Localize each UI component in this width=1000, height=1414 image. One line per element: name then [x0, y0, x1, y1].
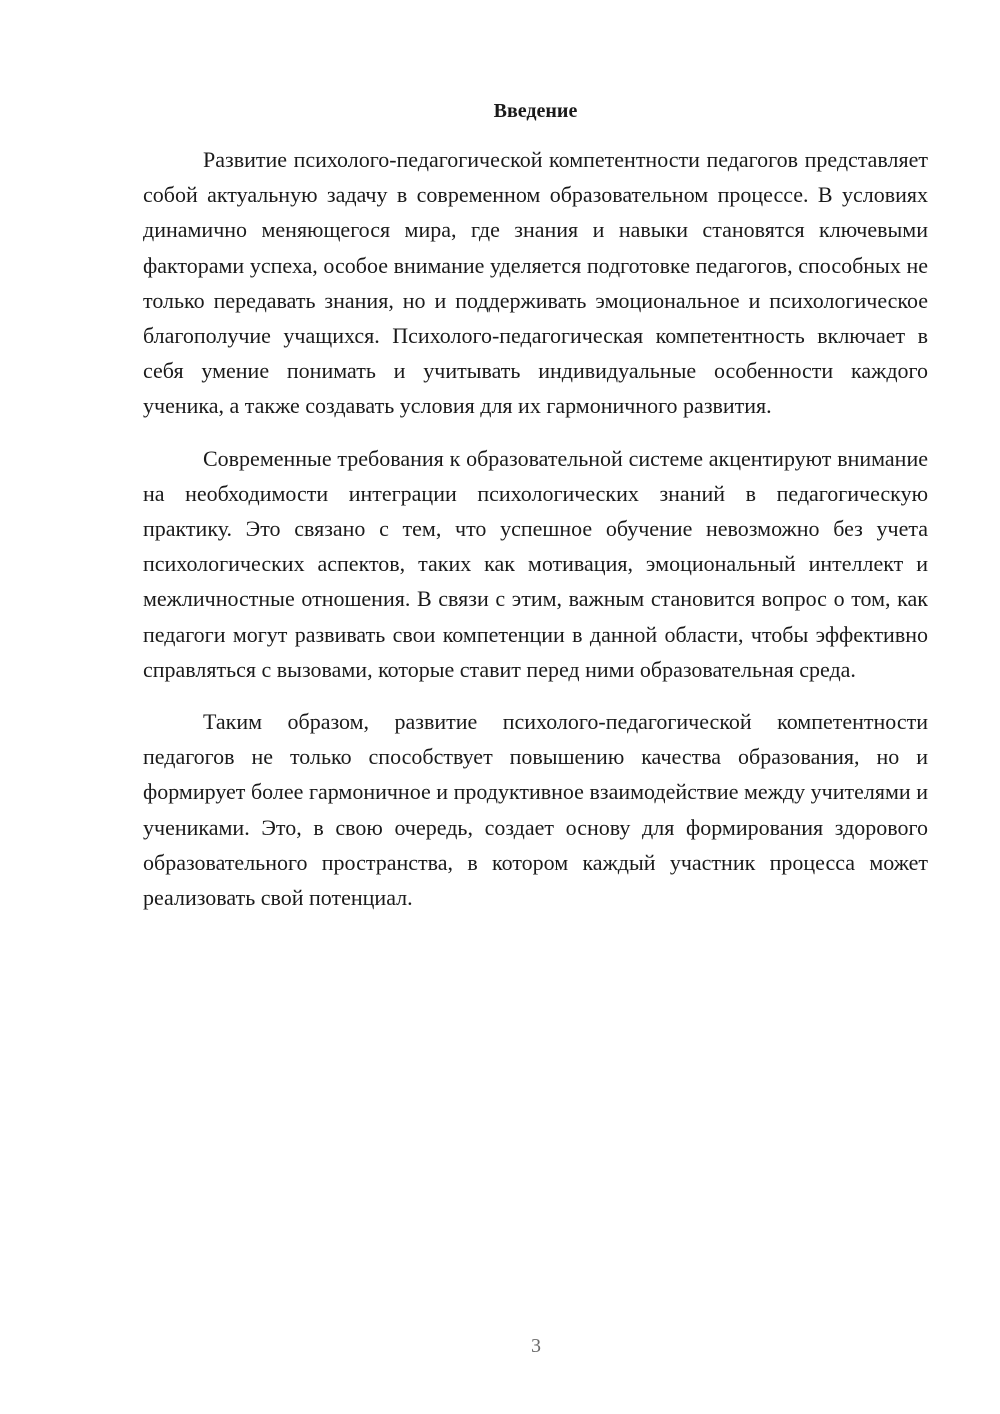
paragraph-2: Современные требования к образовательной системе акцентируют внимание на необходимости интеграции психологических знаний в педагогическую практику. Это связано с тем, что успешное обучение невозможно без учета психологических аспектов, таких как мотивация, эмоциональный интеллект и межличностные отношения. В связи с этим, важным становится вопрос о том, как педагоги могут развивать свои компетенции в данной области, чтобы эффективно справляться с вызовами, которые ставит перед ними образовательная среда. — [143, 445, 928, 682]
paragraph-1: Развитие психолого-педагогической компетентности педагогов представляет собой актуальную задачу в современном образовательном процессе. В условиях динамично меняющегося мира, где знания и навыки становятся ключевыми факторами успеха, особое внимание уделяется подготовке педагогов, способных не только передавать знания, но и поддерживать эмоциональное и психологическое благополучие учащихся. Психолого-педагогическая компетентность включает в себя умение понимать и учитывать индивидуальные особенности каждого ученика, а также создавать условия для их гармоничного развития. — [143, 147, 928, 419]
page-heading: Введение — [493, 100, 578, 122]
page-number: 3 — [531, 1335, 541, 1357]
document-body — [143, 142, 928, 915]
paragraph-3: Таким образом, развитие психолого-педагогической компетентности педагогов не только способствует повышению качества образования, но и формирует более гармоничное и продуктивное взаимодействие между учителями и учениками. Это, в свою очередь, создает основу для формирования здорового образовательного пространства, в котором каждый участник процесса может реализовать свой потенциал. — [143, 709, 928, 911]
